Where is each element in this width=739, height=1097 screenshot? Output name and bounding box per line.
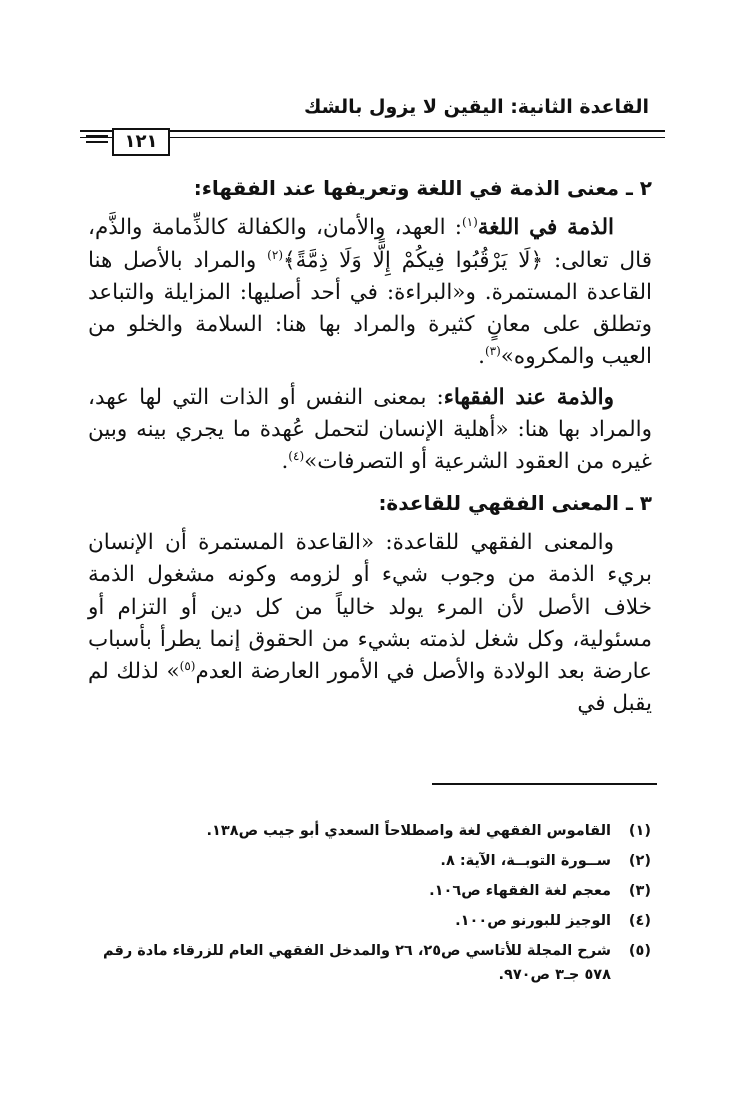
footnote-number: (١) [628, 823, 651, 839]
footnote-number: (٣) [628, 883, 651, 899]
definition-language-end: . [478, 344, 485, 370]
page-number: ١٢١ [112, 128, 170, 156]
footnote-text: الوجيز للبورنو ص١٠٠. [455, 913, 611, 929]
footnote-ref-2[interactable]: (٢) [267, 247, 283, 262]
definition-language-text-a: : العهد، والأمان، والكفالة كالذِّمامة والذَّم، قال تعالى: ﴿لَا يَرْقُبُوا فِيكُمْ إِلًّا وَلَا ذِمَّةً﴾ [88, 215, 652, 273]
fiqh-meaning-text: والمعنى الفقهي للقاعدة: «القاعدة المستمرة أن الإنسان بريء الذمة من وجوب شيء أو لزومه وكونه مشغول الذمة خلاف الأصل لأن المرء يولد خالياً من كل دين أو التزام أو مسئولية، وكل شغل لذمته بشيء من الحقوق إنما يطرأ بأسباب عارضة بعد الولادة والأصل في الأمور العارضة العدم [88, 529, 652, 685]
footnote-item [100, 846, 651, 876]
footnote-text: شرح المجلة للأتاسي ص٢٥، ٢٦ والمدخل الفقهي العام للزرقاء مادة رقم ٥٧٨ جـ٣ ص٩٧٠. [102, 943, 611, 983]
footnote-ref-5[interactable]: (٥) [179, 659, 196, 673]
footnote-text: معجم لغة الفقهاء ص١٠٦. [429, 883, 611, 899]
page-body [88, 172, 652, 721]
footnote-text: القاموس الفقهي لغة واصطلاحاً السعدي أبو جيب ص١٣٨. [206, 823, 611, 839]
fiqh-meaning-paragraph [88, 527, 652, 721]
term-fuqaha: والذمة عند الفقهاء [443, 384, 614, 410]
definition-fuqaha-end: . [281, 449, 289, 475]
section-2-heading: ٢ ـ معنى الذمة في اللغة وتعريفها عند الفقهاء: [193, 176, 652, 200]
fiqh-meaning-end: » لذلك لم يقبل في [88, 659, 652, 717]
page-number-ticks [86, 133, 108, 145]
footnote-ref-1[interactable]: (١) [461, 215, 478, 230]
footnote-number: (٢) [628, 853, 651, 869]
footnote-ref-3[interactable]: (٣) [484, 344, 501, 359]
running-title: القاعدة الثانية: اليقين لا يزول بالشك [303, 96, 649, 118]
section-3-heading: ٣ ـ المعنى الفقهي للقاعدة: [378, 490, 652, 515]
term-language: الذمة في اللغة [477, 215, 614, 241]
footnote-item [100, 816, 651, 846]
footnotes [100, 816, 651, 987]
footnote-item [100, 906, 651, 936]
footnote-item [100, 936, 651, 987]
footnote-item [100, 876, 651, 906]
footnote-number: (٤) [628, 913, 651, 929]
footnote-separator [432, 783, 657, 785]
definition-language-paragraph [88, 212, 652, 373]
definition-fuqaha-paragraph [88, 382, 652, 479]
definition-language-text-b: والمراد بالأصل هنا القاعدة المستمرة. و«البراءة: في أحد أصليها: المزايلة والتباعد وتطلق على معانٍ كثيرة والمراد بها هنا: السلامة والخلو من العيب والمكروه» [88, 247, 652, 370]
definition-fuqaha-text: : بمعنى النفس أو الذات التي لها عهد، والمراد بها هنا: «أهلية الإنسان لتحمل عُهدة ما يجري بينه وبين غيره من العقود الشرعية أو التصرفات» [88, 384, 652, 475]
footnote-ref-4[interactable]: (٤) [288, 449, 305, 464]
footnote-number: (٥) [628, 943, 651, 959]
footnote-text: ســورة التوبــة، الآية: ٨. [440, 853, 611, 869]
